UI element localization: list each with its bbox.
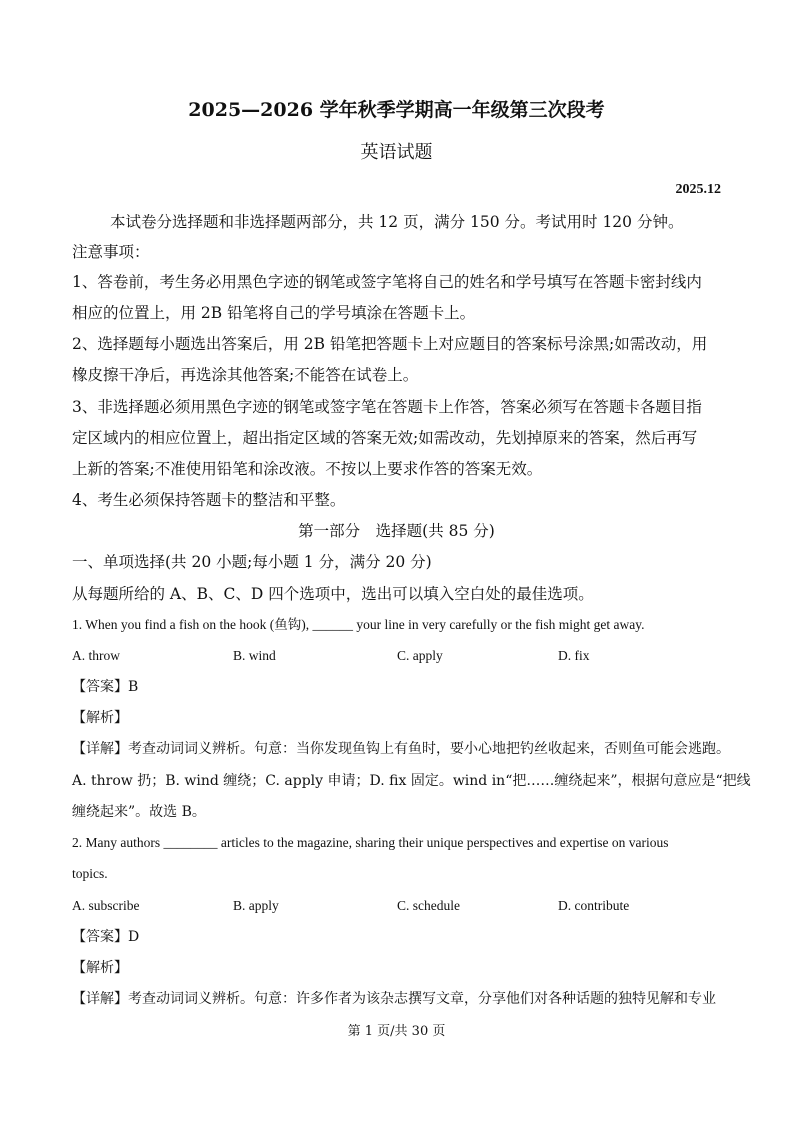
detail-text: 【详解】考查动词词义辨析。句意：当你发现鱼钩上有鱼时，要小心地把钓丝收起来，否则鱼可能会逃跑。 [72, 741, 730, 757]
exam-date: 2025.12 [675, 182, 721, 197]
answer-label: 【答案】D [72, 929, 140, 945]
page-title: 2025—2026 学年秋季学期高一年级第三次段考 [188, 99, 605, 121]
option-b: B. apply [233, 898, 279, 913]
option-a: A. throw [72, 648, 120, 663]
option-c: C. schedule [397, 898, 460, 913]
option-d: D. fix [558, 648, 590, 663]
page-footer: 第 1 页/共 30 页 [347, 1024, 446, 1039]
subject-title: 英语试题 [360, 142, 433, 163]
notice-line: 定区域内的相应位置上，超出指定区域的答案无效;如需改动，先划掉原来的答案，然后再写 [72, 429, 698, 447]
option-a: A. subscribe [72, 898, 140, 913]
intro-text: 本试卷分选择题和非选择题两部分，共 12 页，满分 150 分。考试用时 120 分钟。 [110, 213, 684, 231]
detail-text: 【详解】考查动词词义辨析。句意：许多作者为该杂志撰写文章，分享他们对各种话题的独特见解和专业 [72, 991, 716, 1007]
notice-line: 4、考生必须保持答题卡的整洁和平整。 [72, 491, 346, 509]
notice-heading: 注意事项： [72, 243, 150, 261]
notice-line: 2、选择题每小题选出答案后，用 2B 铅笔把答题卡上对应题目的答案标号涂黑;如需改动，用 [72, 335, 708, 353]
detail-text: A. throw 扔；B. wind 缠绕；C. apply 申请；D. fix 固定。wind in“把……缠绕起来”，根据句意应是“把线 [72, 773, 751, 789]
option-d: D. contribute [558, 898, 630, 913]
analysis-label: 【解析】 [72, 710, 128, 726]
notice-line: 上新的答案;不准使用铅笔和涂改液。不按以上要求作答的答案无效。 [72, 460, 543, 478]
option-c: C. apply [397, 648, 443, 663]
question-stem: topics. [72, 866, 108, 881]
question-stem: 1. When you find a fish on the hook (鱼钩), ______ your line in very carefully or the fish might get away. [72, 617, 645, 632]
notice-line: 橡皮擦干净后，再选涂其他答案;不能答在试卷上。 [72, 366, 419, 384]
notice-line: 3、非选择题必须用黑色字迹的钢笔或签字笔在答题卡上作答，答案必须写在答题卡各题目指 [72, 398, 702, 416]
analysis-label: 【解析】 [72, 960, 128, 976]
detail-text: 缠绕起来”。故选 B。 [72, 804, 206, 820]
part-heading: 第一部分 选择题(共 85 分) [298, 522, 495, 540]
notice-line: 1、答卷前，考生务必用黑色字迹的钢笔或签字笔将自己的姓名和学号填写在答题卡密封线内 [72, 273, 702, 291]
question-stem: 2. Many authors ________ articles to the magazine, sharing their unique perspectives and expertise on various [72, 835, 669, 850]
notice-line: 相应的位置上，用 2B 铅笔将自己的学号填涂在答题卡上。 [72, 304, 476, 322]
section-instruction: 从每题所给的 A、B、C、D 四个选项中，选出可以填入空白处的最佳选项。 [72, 585, 594, 603]
answer-label: 【答案】B [72, 679, 139, 695]
section-heading: 一、单项选择(共 20 小题;每小题 1 分，满分 20 分) [72, 553, 432, 571]
option-b: B. wind [233, 648, 276, 663]
